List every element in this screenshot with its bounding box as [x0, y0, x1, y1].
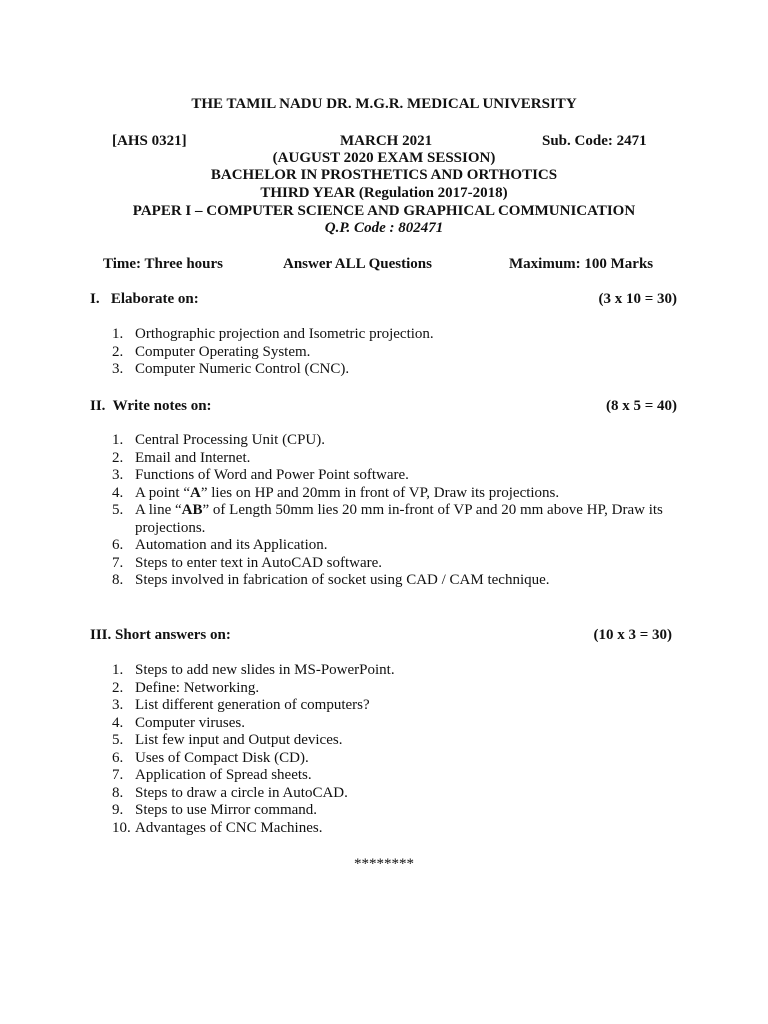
- section-title: II. Write notes on:: [90, 398, 212, 414]
- item-number: 3.: [112, 697, 124, 713]
- question-text-pre: A line “: [135, 502, 182, 518]
- question-list: [112, 432, 675, 590]
- list-item: [112, 502, 675, 537]
- question-text: Automation and its Application.: [135, 537, 328, 553]
- question-text: Central Processing Unit (CPU).: [135, 432, 325, 448]
- question-text: Computer viruses.: [135, 714, 245, 731]
- section-title: III. Short answers on:: [90, 627, 231, 643]
- list-item: [112, 432, 675, 450]
- item-number: 10.: [112, 819, 131, 836]
- item-number: 8.: [112, 572, 124, 588]
- degree-title: BACHELOR IN PROSTHETICS AND ORTHOTICS: [210, 167, 558, 183]
- question-text: Define: Networking.: [135, 679, 260, 696]
- list-item: [112, 697, 395, 715]
- list-item: [112, 467, 675, 485]
- ahs-code: [AHS 0321]: [112, 133, 187, 149]
- item-number: 2.: [112, 449, 124, 466]
- question-text: Advantages of CNC Machines.: [135, 819, 323, 836]
- item-number: 2.: [112, 679, 124, 696]
- question-text: Steps to use Mirror command.: [135, 802, 318, 818]
- question-text: Uses of Compact Disk (CD).: [135, 749, 309, 766]
- item-number: 8.: [112, 784, 124, 801]
- list-item: [112, 750, 395, 768]
- point-label: A: [190, 484, 201, 501]
- item-number: 7.: [112, 554, 124, 571]
- line-label: AB: [181, 502, 203, 518]
- maximum-marks: Maximum: 100 Marks: [509, 256, 654, 272]
- question-text-post: ” lies on HP and 20mm in front of VP, Draw its projections.: [200, 484, 560, 501]
- list-item: [112, 555, 675, 573]
- year-regulation: THIRD YEAR (Regulation 2017-2018): [260, 185, 508, 201]
- exam-session: (AUGUST 2020 EXAM SESSION): [272, 150, 496, 166]
- item-number: 9.: [112, 802, 124, 818]
- question-text: Functions of Word and Power Point software.: [135, 467, 409, 483]
- item-number: 4.: [112, 484, 124, 501]
- question-list: [112, 326, 434, 379]
- question-text: Application of Spread sheets.: [135, 767, 312, 783]
- item-number: 6.: [112, 537, 124, 553]
- university-title: THE TAMIL NADU DR. M.G.R. MEDICAL UNIVERSITY: [191, 96, 577, 112]
- item-number: 1.: [112, 432, 124, 448]
- list-item: [112, 820, 395, 838]
- instruction: Answer ALL Questions: [283, 256, 432, 272]
- section-marks: (10 x 3 = 30): [593, 627, 672, 643]
- item-number: 3.: [112, 361, 124, 377]
- list-item: [112, 361, 434, 379]
- qp-code: Q.P. Code : 802471: [324, 220, 444, 236]
- list-item: [112, 662, 395, 680]
- subject-code: Sub. Code: 2471: [542, 133, 647, 149]
- time-allowed: Time: Three hours: [103, 256, 224, 272]
- list-item: [112, 715, 395, 733]
- section-title: I. Elaborate on:: [90, 291, 199, 307]
- item-number: 1.: [112, 662, 124, 678]
- item-number: 4.: [112, 714, 124, 731]
- list-item: [112, 326, 434, 344]
- item-number: 2.: [112, 343, 124, 360]
- question-text: Steps to add new slides in MS-PowerPoint.: [135, 662, 395, 678]
- question-text: Orthographic projection and Isometric projection.: [135, 326, 434, 342]
- section-marks: (3 x 10 = 30): [598, 291, 677, 307]
- list-item: [112, 572, 675, 590]
- list-item: [112, 450, 675, 468]
- list-item: [112, 785, 395, 803]
- list-item: [112, 344, 434, 362]
- item-number: 5.: [112, 502, 124, 518]
- question-text: Email and Internet.: [135, 449, 251, 466]
- question-text: List different generation of computers?: [135, 697, 370, 713]
- list-item: [112, 767, 395, 785]
- exam-month: MARCH 2021: [340, 133, 433, 149]
- question-text: Steps to enter text in AutoCAD software.: [135, 554, 383, 571]
- paper-title: PAPER I – COMPUTER SCIENCE AND GRAPHICAL COMMUNICATION: [132, 203, 636, 219]
- question-text-pre: A point “: [135, 484, 190, 501]
- question-text: List few input and Output devices.: [135, 732, 343, 748]
- question-text: Steps to draw a circle in AutoCAD.: [135, 784, 348, 801]
- list-item: [112, 802, 395, 820]
- question-list: [112, 662, 395, 837]
- list-item: [112, 485, 675, 503]
- list-item: [112, 680, 395, 698]
- item-number: 1.: [112, 326, 124, 342]
- question-text: Computer Numeric Control (CNC).: [135, 361, 350, 377]
- end-marker: ********: [354, 856, 414, 872]
- list-item: [112, 537, 675, 555]
- list-item: [112, 732, 395, 750]
- question-text: Computer Operating System.: [135, 343, 311, 360]
- item-number: 6.: [112, 749, 124, 766]
- question-text-post: ” of Length 50mm lies 20 mm in-front of VP and 20 mm above HP, Draw its projections.: [135, 502, 663, 536]
- item-number: 7.: [112, 767, 124, 783]
- item-number: 3.: [112, 467, 124, 483]
- item-number: 5.: [112, 732, 124, 748]
- section-marks: (8 x 5 = 40): [605, 398, 677, 414]
- question-text: Steps involved in fabrication of socket using CAD / CAM technique.: [135, 572, 550, 588]
